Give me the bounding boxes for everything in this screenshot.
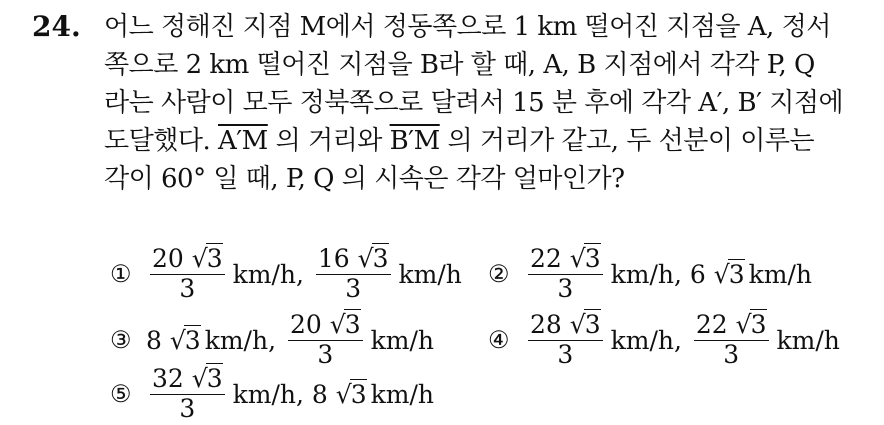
radicand: 3 [372,244,389,273]
choice-2-fraction-a [528,246,603,303]
choice-4-a-numerator: 28 [530,310,562,339]
unit-label: km/h [232,379,296,409]
choice-3-a-coefficient: 8 [146,325,162,355]
choice-4-fraction-a [528,312,603,369]
unit-label: km/h [204,325,269,355]
radicand: 3 [206,364,223,393]
radicand: 3 [184,326,201,356]
choice-3-b-numerator: 20 [290,310,322,339]
segment-a-prime-m: A′M [218,126,268,156]
radicand: 3 [350,380,367,410]
choice-2-a-denominator: 3 [557,274,574,304]
question-stem [104,8,864,198]
sqrt-sign: √ [191,364,208,393]
choice-3-b-denominator: 3 [317,340,334,370]
sqrt-sign: √ [735,310,752,339]
choice-1[interactable] [110,246,462,303]
sqrt-sign: √ [335,379,352,409]
separator: , [296,259,304,289]
sqrt-sign: √ [569,244,586,273]
choice-2-a-numerator: 22 [530,244,562,273]
choice-4-a-denominator: 3 [557,340,574,370]
radicand: 3 [584,310,601,339]
choice-4-b-denominator: 3 [723,340,740,370]
choice-2-b-coefficient: 6 [689,259,706,289]
unit-label: km/h [610,325,674,355]
choice-2-label: ② [488,260,510,289]
choice-1-fraction-a [150,246,225,303]
sqrt-sign: √ [569,310,586,339]
stem-line-5: 각이 60° 일 때, P, Q 의 시속은 각각 얼마인가? [104,164,625,194]
stem-line-4-pre: 도달했다. [104,126,218,156]
choice-2[interactable] [488,246,812,303]
choice-1-b-numerator: 16 [317,244,350,273]
separator: , [296,379,304,409]
unit-label: km/h [398,259,462,289]
radicand: 3 [344,310,361,339]
choice-1-a-numerator: 20 [152,244,184,273]
unit-label: km/h [370,379,434,409]
choice-5-a-numerator: 32 [152,364,184,393]
sqrt-sign: √ [169,325,186,355]
choice-4-label: ④ [488,326,510,355]
choice-5[interactable] [110,366,434,423]
choice-3-fraction-b [288,312,363,369]
radicand: 3 [728,260,745,290]
choice-1-a-denominator: 3 [179,274,196,304]
choice-5-b-coefficient: 8 [311,379,328,409]
choice-5-fraction-a [150,366,225,423]
choice-5-label: ⑤ [110,380,132,409]
choice-1-b-denominator: 3 [345,274,362,304]
radicand: 3 [584,244,601,273]
question-number: 24. [32,10,81,43]
separator: , [674,325,682,355]
stem-line-2: 쪽으로 2 km 떨어진 지점을 B라 할 때, A, B 지점에서 각각 P, Q [104,50,815,80]
sqrt-sign: √ [713,259,730,289]
stem-line-3: 라는 사람이 모두 정북쪽으로 달려서 15 분 후에 각각 A′, B′ 지점에 [104,88,844,118]
stem-line-4-post: 의 거리가 같고, 두 선분이 이루는 [439,126,815,156]
radicand: 3 [206,244,223,273]
unit-label: km/h [610,259,674,289]
choice-4-b-numerator: 22 [695,310,728,339]
choice-4-fraction-b [694,312,769,369]
choice-3-label: ③ [110,326,132,355]
radicand: 3 [750,310,767,339]
sqrt-sign: √ [329,310,346,339]
sqrt-sign: √ [357,244,374,273]
stem-line-4-mid: 의 거리와 [267,126,390,156]
separator: , [268,325,277,355]
stem-line-4 [104,122,864,160]
unit-label: km/h [232,259,296,289]
sqrt-sign: √ [191,244,208,273]
choice-5-a-denominator: 3 [179,394,196,424]
choice-1-label: ① [110,260,132,289]
unit-label: km/h [776,325,840,355]
stem-line-1: 어느 정해진 지점 M에서 정동쪽으로 1 km 떨어진 지점을 A, 정서 [104,12,831,42]
segment-b-prime-m: B′M [389,126,440,156]
choice-4[interactable] [488,312,840,369]
unit-label: km/h [748,259,812,289]
choice-3[interactable] [110,312,434,369]
choice-1-fraction-b [316,246,391,303]
unit-label: km/h [370,325,434,355]
separator: , [674,259,682,289]
